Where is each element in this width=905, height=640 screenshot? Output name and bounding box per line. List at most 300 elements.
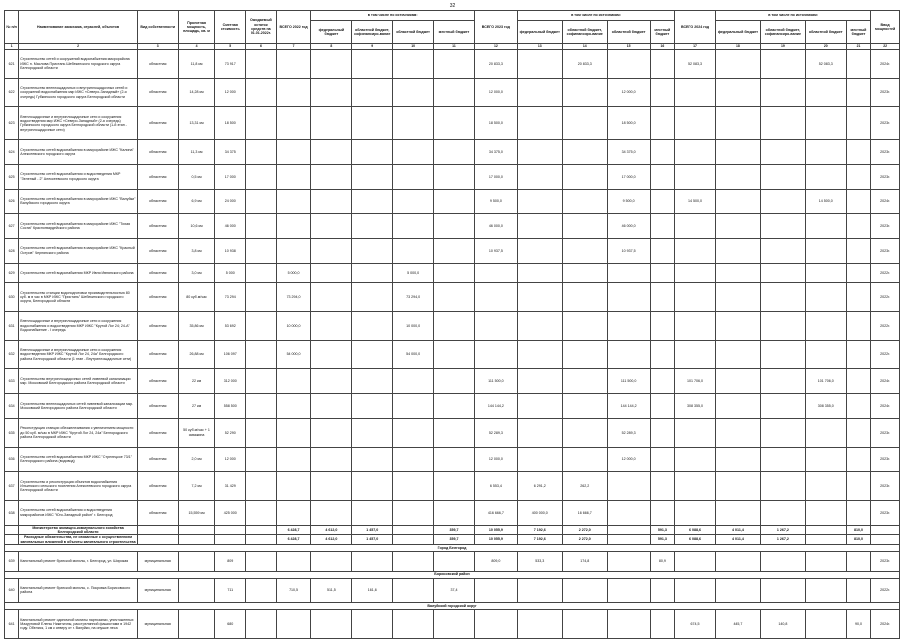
table-cell (607, 340, 650, 369)
table-cell (846, 394, 871, 419)
column-number: 17 (675, 44, 716, 50)
table-cell (352, 418, 393, 447)
table-cell: 5 000,0 (276, 263, 311, 283)
column-number: 18 (715, 44, 760, 50)
table-cell (846, 283, 871, 312)
table-cell (178, 551, 215, 571)
table-cell (352, 238, 393, 263)
table-row (5, 164, 900, 189)
table-cell: областная (137, 263, 178, 283)
table-cell (276, 189, 311, 214)
table-cell: 144 144,2 (474, 394, 517, 419)
table-cell (805, 472, 846, 501)
table-cell: 639 (5, 551, 19, 571)
table-cell (715, 238, 760, 263)
table-cell (393, 50, 434, 79)
object-name-cell: Строительство сетей и сооружений водоснабжения микрорайона ИЖС п. Маслова Пристань Шебекинского городского округа Белгородской области (19, 50, 138, 79)
table-row (5, 340, 900, 369)
table-cell (607, 525, 650, 535)
table-cell (607, 551, 650, 571)
table-cell (246, 50, 277, 79)
object-name-cell: Строительство внеплощадочных и внутриплощадочных сетей и сооружений водоснабжения мкр ИЖС «Северо-Западный» (2-я очередь) Губкинского городского округа Белгородской области (19, 78, 138, 107)
table-cell: 2023г. (871, 551, 900, 571)
table-cell (434, 551, 475, 571)
table-cell (562, 164, 607, 189)
table-cell (607, 610, 650, 639)
table-cell (846, 578, 871, 603)
table-cell: 101 706,0 (675, 369, 716, 394)
table-cell: 6 291,2 (517, 472, 562, 501)
table-cell (434, 610, 475, 639)
table-row (5, 394, 900, 419)
table-cell (760, 312, 805, 341)
table-row (5, 107, 900, 140)
table-cell (562, 312, 607, 341)
table-cell: 711 (215, 578, 246, 603)
table-cell (846, 214, 871, 239)
table-cell (393, 107, 434, 140)
table-cell: 73 294,0 (393, 283, 434, 312)
table-cell (178, 535, 215, 545)
table-cell (393, 610, 434, 639)
object-name-cell: Строительство сетей водоснабжения МКР Ивня Ивнянского района (19, 263, 138, 283)
table-cell (517, 263, 562, 283)
header-name: Наименование заказчика, отраслей, объектов (19, 11, 138, 44)
table-cell (562, 418, 607, 447)
table-cell (393, 525, 434, 535)
table-cell: 623 (5, 107, 19, 140)
table-cell (246, 107, 277, 140)
table-row (5, 312, 900, 341)
table-cell (352, 140, 393, 165)
table-cell (246, 189, 277, 214)
table-cell: 10 937,5 (607, 238, 650, 263)
table-cell (474, 283, 517, 312)
column-number: 2 (19, 44, 138, 50)
table-cell (137, 535, 178, 545)
table-cell: 54 000,0 (393, 340, 434, 369)
table-cell: 416 666,7 (474, 500, 517, 525)
table-cell (311, 551, 352, 571)
table-cell (517, 164, 562, 189)
header-remainder: Ожидаемый остаток средств на 01.01.2022г. (246, 11, 277, 44)
table-cell: 50 куб.м/час + 1 скважина (178, 418, 215, 447)
table-cell (760, 164, 805, 189)
table-cell (760, 472, 805, 501)
table-cell (715, 472, 760, 501)
table-cell (517, 578, 562, 603)
table-cell: 2023г. (871, 214, 900, 239)
object-name-cell: Строительство сетей водоснабжения в микрорайоне ИЖС "Калина" Алексеевского городского округа (19, 140, 138, 165)
object-name-cell: Строительство сетей водоснабжения в микрорайоне ИЖС "Красный Остров" Чернянского района (19, 238, 138, 263)
table-cell: 2023г. (871, 164, 900, 189)
table-cell (650, 78, 675, 107)
table-cell: 101 706,0 (805, 369, 846, 394)
table-cell (276, 610, 311, 639)
table-cell: 641 (5, 610, 19, 639)
header-sources-2023: в том числе по источникам: (517, 11, 674, 21)
table-cell (715, 578, 760, 603)
table-cell (871, 535, 900, 545)
table-cell: 0,5 км (178, 164, 215, 189)
table-cell: 90,0 (846, 610, 871, 639)
table-cell: 10,6 км (178, 214, 215, 239)
table-cell (607, 500, 650, 525)
table-cell (352, 189, 393, 214)
table-cell (675, 472, 716, 501)
table-cell (246, 283, 277, 312)
table-cell (434, 164, 475, 189)
table-cell: 634 (5, 394, 19, 419)
table-cell (760, 418, 805, 447)
table-cell (276, 238, 311, 263)
investment-table (4, 10, 900, 639)
table-cell (846, 140, 871, 165)
column-number: 20 (805, 44, 846, 50)
table-cell (352, 107, 393, 140)
table-cell: областная (137, 312, 178, 341)
table-cell (607, 263, 650, 283)
column-number: 11 (434, 44, 475, 50)
object-name-cell: Реконструкция станции обезжелезивания с увеличением мощности до 50 куб. м/час в МКР ИЖС "Крутой Лог 24, 24а" Белгородского района Белгородской области (19, 418, 138, 447)
table-cell: 6 088,6 (675, 525, 716, 535)
table-cell (517, 107, 562, 140)
table-cell (846, 418, 871, 447)
table-cell: областная (137, 472, 178, 501)
table-cell (393, 369, 434, 394)
header-regional-2023: областной бюджет (607, 21, 650, 44)
object-name-cell: Министерство жилищно-коммунального хозяйства Белгородской области (19, 525, 138, 535)
table-cell (805, 535, 846, 545)
table-cell (846, 107, 871, 140)
table-cell (434, 312, 475, 341)
table-cell (675, 107, 716, 140)
table-cell (352, 500, 393, 525)
table-cell: 14 500,0 (675, 189, 716, 214)
table-cell (276, 394, 311, 419)
table-cell: 17 000 (215, 164, 246, 189)
table-cell: 633 (5, 369, 19, 394)
table-cell: 2024г. (871, 50, 900, 79)
column-number: 9 (352, 44, 393, 50)
table-cell (715, 214, 760, 239)
table-cell (246, 394, 277, 419)
table-cell (352, 312, 393, 341)
table-cell: 2023г. (871, 238, 900, 263)
table-cell: 34 375,0 (607, 140, 650, 165)
table-cell (434, 500, 475, 525)
table-cell (715, 369, 760, 394)
table-cell (805, 551, 846, 571)
table-cell: 20 833,3 (562, 50, 607, 79)
table-cell (607, 50, 650, 79)
table-cell: 621 (5, 50, 19, 79)
table-cell (246, 535, 277, 545)
table-cell (434, 283, 475, 312)
table-cell: 2023г. (871, 447, 900, 472)
header-commission: Ввод мощностей (871, 11, 900, 44)
table-cell: 106 097 (215, 340, 246, 369)
total-row (5, 535, 900, 545)
table-cell (246, 447, 277, 472)
table-cell (474, 312, 517, 341)
table-cell (352, 369, 393, 394)
table-cell: 10 055,9 (474, 535, 517, 545)
table-cell (562, 369, 607, 394)
table-cell: 10 938 (215, 238, 246, 263)
object-name-cell: Строительство сетей водоснабжения и водоотведения микрорайонов ИЖС "Юго-Западный район" г. Белгород (19, 500, 138, 525)
table-cell (246, 610, 277, 639)
table-cell (846, 263, 871, 283)
table-cell: 18 500,0 (607, 107, 650, 140)
table-cell (675, 214, 716, 239)
table-cell (393, 535, 434, 545)
table-cell (311, 283, 352, 312)
table-cell (650, 394, 675, 419)
table-cell (562, 214, 607, 239)
table-cell: 622 (5, 78, 19, 107)
table-cell: областная (137, 340, 178, 369)
table-cell: 7,2 км (178, 472, 215, 501)
table-cell (434, 472, 475, 501)
table-cell (650, 312, 675, 341)
table-cell: 3,8 км (178, 238, 215, 263)
table-cell (246, 263, 277, 283)
table-cell (276, 418, 311, 447)
table-cell (562, 447, 607, 472)
object-name-cell: Расходные обязательства, не связанные с осуществлением капитальных вложений в объекты капитального строительства (20, 535, 136, 544)
header-total-2023: ВСЕГО 2023 год (474, 11, 517, 44)
column-number: 15 (607, 44, 650, 50)
section-row (5, 525, 900, 535)
table-cell (650, 50, 675, 79)
table-cell: муниципальная (137, 551, 178, 571)
table-cell: муниципальная (137, 578, 178, 603)
table-cell: 533,3 (517, 551, 562, 571)
table-cell (393, 418, 434, 447)
table-cell (715, 140, 760, 165)
object-name-cell: Внеплощадочные и внутриплощадочные сети и сооружения водоотведения МКР ИЖС "Крутой Лог 24, 24а" Белгородского района Белгородской области (1 этап - Внутриплощадочные сети) (19, 340, 138, 369)
table-cell (517, 447, 562, 472)
table-cell (352, 447, 393, 472)
object-name-cell: Строительство внутриплощадочных сетей ливневой канализации мкр. Московский Белгородского района Белгородской области (19, 369, 138, 394)
table-cell (474, 578, 517, 603)
table-cell: 631 (5, 312, 19, 341)
table-cell (715, 500, 760, 525)
table-cell: 624 (5, 140, 19, 165)
table-cell (650, 369, 675, 394)
table-cell: 17 000,0 (474, 164, 517, 189)
table-row (5, 551, 900, 571)
table-cell (805, 418, 846, 447)
table-cell (562, 394, 607, 419)
table-cell: 2023г. (871, 500, 900, 525)
table-cell (137, 525, 178, 535)
table-cell: 638 (5, 500, 19, 525)
header-local-2022: местный бюджет (434, 21, 475, 44)
section-row (5, 603, 900, 610)
table-cell (760, 578, 805, 603)
table-cell (805, 283, 846, 312)
table-cell: 635 (5, 418, 19, 447)
object-name-cell: Строительство сетей водоснабжения в микрорайоне ИЖС "Валуйки" Валуйского городского округа (19, 189, 138, 214)
table-cell (311, 340, 352, 369)
table-cell: 7 192,6 (517, 535, 562, 545)
table-cell (5, 525, 19, 535)
table-cell: 52 083,3 (675, 50, 716, 79)
table-cell: 558 500 (215, 394, 246, 419)
table-cell: 46 000 (215, 214, 246, 239)
table-cell: 10 937,5 (474, 238, 517, 263)
column-number: 16 (650, 44, 675, 50)
table-cell (474, 610, 517, 639)
table-cell: 2,0 км (178, 447, 215, 472)
table-cell (215, 525, 246, 535)
table-cell (715, 283, 760, 312)
table-cell: 1 267,2 (760, 535, 805, 545)
table-cell: 2023г. (871, 107, 900, 140)
table-cell (517, 369, 562, 394)
table-cell: 636 (5, 447, 19, 472)
section-row (5, 544, 900, 551)
table-cell: 6 428,7 (276, 535, 311, 545)
table-cell: 14 500,0 (805, 189, 846, 214)
table-cell: 425 000 (215, 500, 246, 525)
table-cell (311, 238, 352, 263)
table-cell (650, 164, 675, 189)
table-cell: 4 612,0 (311, 525, 352, 535)
table-cell (434, 263, 475, 283)
table-cell: 591,3 (650, 525, 675, 535)
column-number: 13 (517, 44, 562, 50)
header-num: № п/п (5, 11, 19, 44)
table-cell (246, 418, 277, 447)
table-cell (246, 472, 277, 501)
table-cell: 10 055,9 (474, 525, 517, 535)
table-cell: 627 (5, 214, 19, 239)
table-cell: 629 (5, 263, 19, 283)
table-cell: 46 000,0 (607, 214, 650, 239)
table-cell (846, 164, 871, 189)
table-cell: 18 500 (215, 107, 246, 140)
table-cell (434, 394, 475, 419)
table-cell: 11,3 км (178, 140, 215, 165)
table-cell: 2022г. (871, 578, 900, 603)
table-cell: 26,88 км (178, 340, 215, 369)
table-cell (276, 50, 311, 79)
table-cell (760, 447, 805, 472)
table-cell: 637 (5, 472, 19, 501)
table-cell: областная (137, 164, 178, 189)
table-cell (276, 369, 311, 394)
table-cell: 9 500,0 (474, 189, 517, 214)
table-cell (393, 78, 434, 107)
table-cell (393, 394, 434, 419)
table-cell (393, 140, 434, 165)
table-cell: 37,4 (434, 578, 475, 603)
column-number: 14 (562, 44, 607, 50)
table-cell (650, 500, 675, 525)
table-row (5, 578, 900, 603)
table-cell (805, 525, 846, 535)
table-body (5, 50, 900, 639)
table-cell: 10 000,0 (393, 312, 434, 341)
table-cell (760, 263, 805, 283)
table-cell: 73 294,0 (276, 283, 311, 312)
table-cell (246, 238, 277, 263)
table-cell (846, 472, 871, 501)
table-cell: 2 272,0 (562, 525, 607, 535)
table-cell: 144 144,2 (607, 394, 650, 419)
header-total-2024: ВСЕГО 2024 год (675, 11, 716, 44)
table-cell (675, 78, 716, 107)
table-cell: 53 692 (215, 312, 246, 341)
table-cell: 591,3 (650, 535, 675, 545)
table-cell (846, 78, 871, 107)
table-row (5, 214, 900, 239)
table-cell (805, 164, 846, 189)
table-cell (805, 263, 846, 283)
table-cell (760, 50, 805, 79)
table-cell (650, 140, 675, 165)
table-cell: 17 000,0 (607, 164, 650, 189)
table-cell: 262,2 (562, 472, 607, 501)
table-cell (393, 164, 434, 189)
table-cell: 20 833,3 (474, 50, 517, 79)
table-cell: 2024г. (871, 394, 900, 419)
table-cell: 810,0 (846, 525, 871, 535)
table-cell (760, 340, 805, 369)
table-cell (517, 418, 562, 447)
header-regional-2024: областной бюджет (805, 21, 846, 44)
table-cell (393, 578, 434, 603)
table-cell (760, 283, 805, 312)
table-cell: 308 355,0 (675, 394, 716, 419)
table-cell (760, 140, 805, 165)
table-cell: 12 000,0 (474, 78, 517, 107)
table-cell: 34 375,0 (474, 140, 517, 165)
table-cell: 24 000 (215, 189, 246, 214)
object-name-cell: Капитальный ремонт одиночной могилы партизанки, уничтоженных Мазуртовой Елены Никитичны, расстрелянной фашистами в 1942 году. Обелиск, 1 км к северу от г. Валуйки, на опушке леса (19, 610, 138, 639)
header-local-2024: местный бюджет (846, 21, 871, 44)
table-cell (650, 472, 675, 501)
table-cell (276, 472, 311, 501)
table-cell: 18 500,0 (474, 107, 517, 140)
table-cell (760, 214, 805, 239)
table-cell (846, 238, 871, 263)
table-cell (276, 447, 311, 472)
table-cell (675, 340, 716, 369)
table-cell (393, 500, 434, 525)
table-cell (760, 78, 805, 107)
table-cell: муниципальная (137, 610, 178, 639)
table-cell (562, 263, 607, 283)
table-cell (178, 610, 215, 639)
table-cell: 5 000,0 (393, 263, 434, 283)
table-cell (246, 164, 277, 189)
table-cell: 54 000,0 (276, 340, 311, 369)
table-cell (352, 263, 393, 283)
column-number: 19 (760, 44, 805, 50)
table-cell: 52 083,3 (805, 50, 846, 79)
table-cell: 809 (215, 551, 246, 571)
table-cell: 31 429 (215, 472, 246, 501)
table-cell (352, 78, 393, 107)
object-name-cell: Внеплощадочные и внутриплощадочные сети и сооружения водоснабжения и водоотведения МКР ИЖС "Крутой Лог 24; 24-А" Водоснабжение - I очередь (19, 312, 138, 341)
table-cell: 630 (5, 283, 19, 312)
column-number: 4 (178, 44, 215, 50)
table-cell: 161,6 (352, 578, 393, 603)
